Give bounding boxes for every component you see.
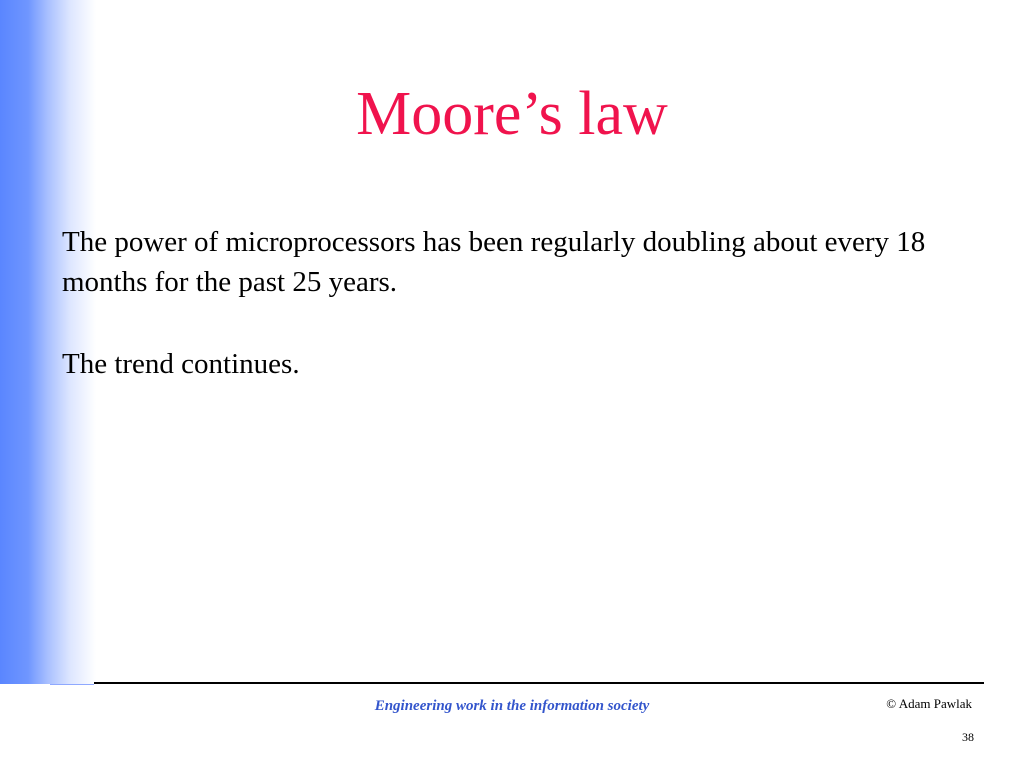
body-paragraph-2: The trend continues. [62, 348, 300, 380]
page-number: 38 [962, 730, 974, 744]
slide-title [0, 76, 1024, 152]
body-paragraph-1: The power of microprocessors has been regularly doubling about every 18 months for the past 25 years. [62, 226, 926, 298]
footer-divider [94, 682, 984, 684]
footer-course-title: Engineering work in the information society [374, 698, 650, 714]
slide-title-text: Moore’s law [356, 80, 668, 148]
footer-divider-accent [50, 684, 94, 685]
slide-body [62, 222, 1002, 384]
footer-copyright: © Adam Pawlak [886, 696, 972, 711]
